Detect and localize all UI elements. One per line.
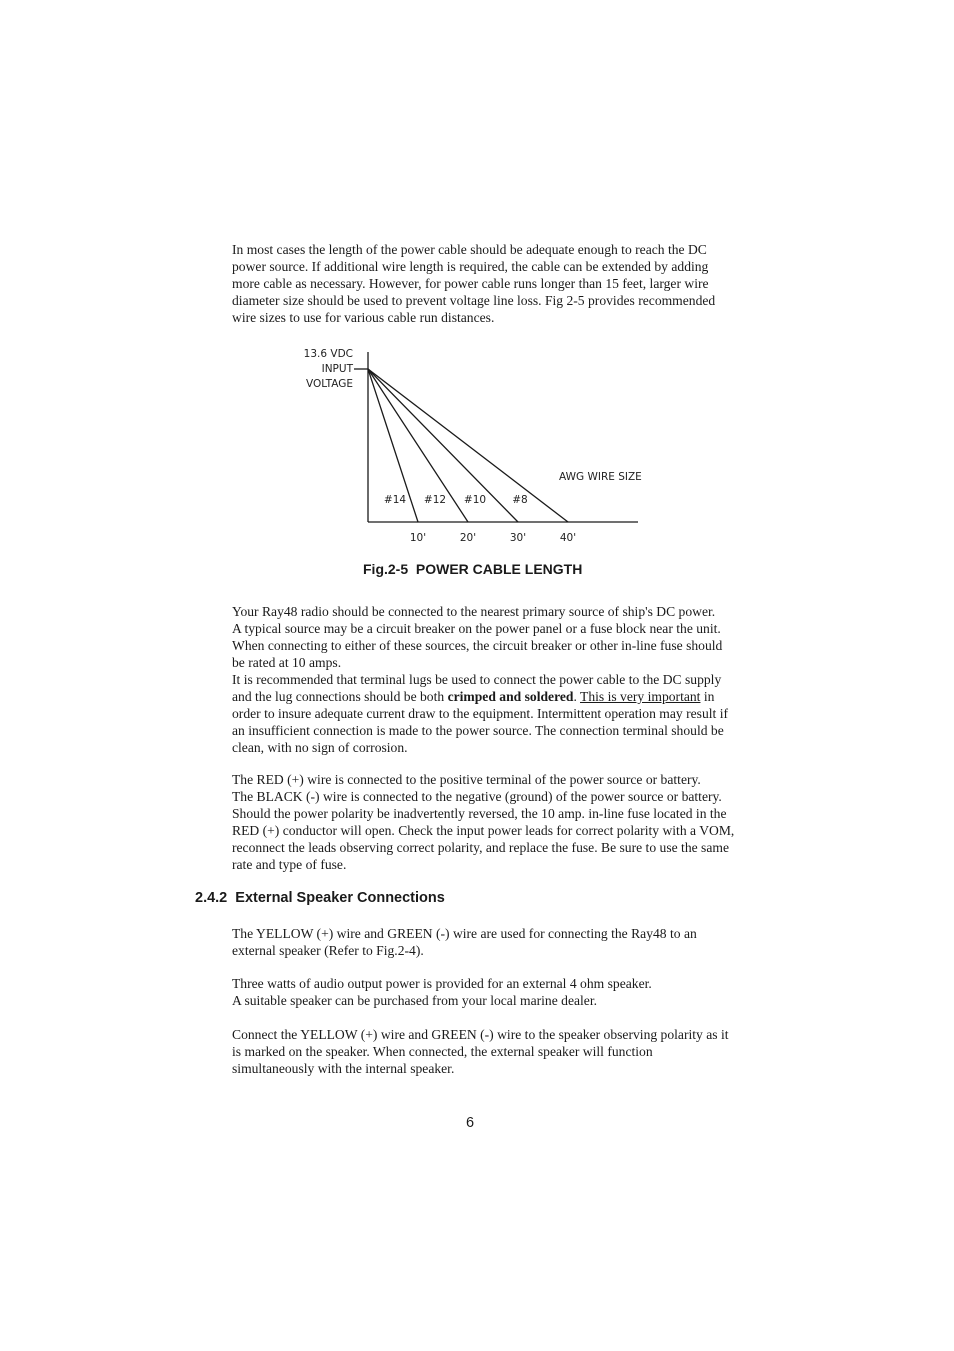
- speaker-paragraph-3: [232, 1026, 772, 1077]
- text-line: It is recommended that terminal lugs be used to connect the power cable to the DC supply: [232, 672, 722, 687]
- text-line: an insufficient connection is made to the power source. The connection terminal should be: [232, 723, 724, 738]
- power-cable-length-diagram: [290, 340, 660, 550]
- distance-label-30ft: 30': [509, 532, 527, 544]
- text-line: order to insure adequate current draw to the equipment. Intermittent operation may result if: [232, 706, 728, 721]
- wire-label-14: #14: [383, 494, 407, 506]
- text-line: When connecting to either of these sources, the circuit breaker or other in-line fuse should: [232, 638, 723, 653]
- text-line: RED (+) conductor will open. Check the input power leads for correct polarity with a VOM,: [232, 823, 735, 838]
- text-line: In most cases the length of the power cable should be adequate enough to reach the DC: [232, 242, 707, 257]
- speaker-paragraph-2: [232, 975, 772, 1009]
- text-line: be rated at 10 amps.: [232, 655, 342, 670]
- wire-label-8: #8: [512, 494, 528, 506]
- distance-label-40ft: 40': [559, 532, 577, 544]
- text-line: more cable as necessary. However, for power cable runs longer than 15 feet, larger wire: [232, 276, 709, 291]
- wire-label-10: #10: [463, 494, 487, 506]
- polarity-paragraph: [232, 771, 772, 873]
- text-line: A typical source may be a circuit breaker on the power panel or a fuse block near the unit.: [232, 621, 721, 636]
- important-note: This is very important: [580, 689, 701, 704]
- text-line: rate and type of fuse.: [232, 857, 347, 872]
- connection-paragraph: [232, 603, 772, 756]
- text-line: reconnect the leads observing correct polarity, and replace the fuse. Be sure to use the same: [232, 840, 729, 855]
- awg-wire-size-label: AWG WIRE SIZE: [559, 471, 642, 483]
- text-line: Should the power polarity be inadvertently reversed, the 10 amp. in-line fuse located in the: [232, 806, 727, 821]
- text-line: power source. If additional wire length is required, the cable can be extended by adding: [232, 259, 709, 274]
- lug-connections-line: [232, 688, 772, 705]
- speaker-paragraph-1: [232, 925, 772, 959]
- text-line: Three watts of audio output power is provided for an external 4 ohm speaker.: [232, 976, 652, 991]
- input-voltage-label-line1: 13.6 VDC: [303, 348, 353, 360]
- text-line: Your Ray48 radio should be connected to the nearest primary source of ship's DC power.: [232, 604, 716, 619]
- lug-line-suffix: in: [700, 689, 715, 704]
- lug-line-prefix: and the lug connections should be both: [232, 689, 448, 704]
- intro-paragraph: [232, 241, 772, 326]
- text-line: external speaker (Refer to Fig.2-4).: [232, 943, 424, 958]
- figure-caption: Fig.2-5 POWER CABLE LENGTH: [363, 561, 583, 577]
- page-number: 6: [466, 1115, 475, 1131]
- crimped-soldered-emphasis: crimped and soldered: [447, 689, 574, 704]
- text-line: Connect the YELLOW (+) wire and GREEN (-) wire to the speaker observing polarity as it: [232, 1027, 729, 1042]
- text-line: clean, with no sign of corrosion.: [232, 740, 408, 755]
- text-line: is marked on the speaker. When connected, the external speaker will function: [232, 1044, 653, 1059]
- input-voltage-label-line2: INPUT: [321, 363, 353, 375]
- text-line: simultaneously with the internal speaker.: [232, 1061, 455, 1076]
- distance-label-20ft: 20': [459, 532, 477, 544]
- text-line: A suitable speaker can be purchased from your local marine dealer.: [232, 993, 597, 1008]
- text-line: diameter size should be used to prevent voltage line loss. Fig 2-5 provides recommended: [232, 293, 716, 308]
- lug-line-period: .: [573, 689, 581, 704]
- text-line: The BLACK (-) wire is connected to the negative (ground) of the power source or battery.: [232, 789, 722, 804]
- text-line: The RED (+) wire is connected to the positive terminal of the power source or battery.: [232, 772, 701, 787]
- text-line: wire sizes to use for various cable run distances.: [232, 310, 495, 325]
- wire-label-12: #12: [423, 494, 447, 506]
- distance-label-10ft: 10': [409, 532, 427, 544]
- section-heading: 2.4.2 External Speaker Connections: [195, 890, 445, 906]
- text-line: The YELLOW (+) wire and GREEN (-) wire are used for connecting the Ray48 to an: [232, 926, 697, 941]
- input-voltage-label-line3: VOLTAGE: [305, 378, 353, 390]
